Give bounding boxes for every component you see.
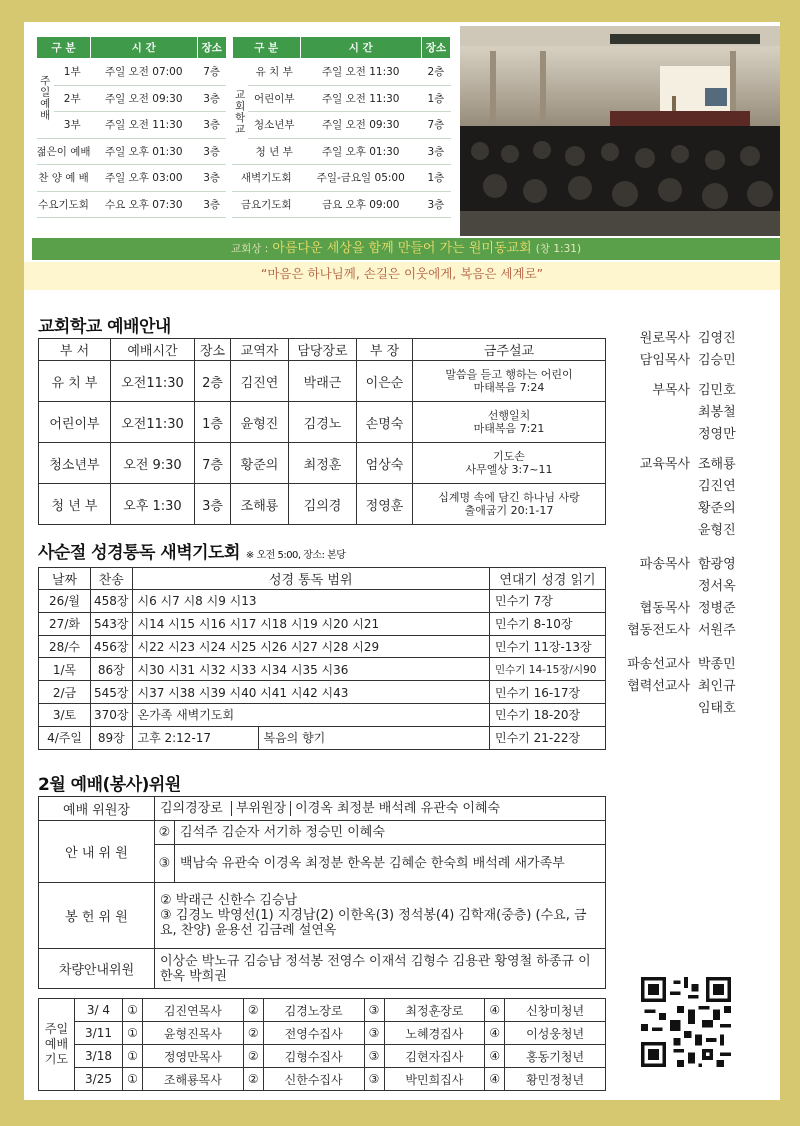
num: ① — [123, 1045, 143, 1068]
offering-names — [155, 883, 606, 949]
service-label: 금요기도회 — [232, 191, 300, 218]
staff-row — [614, 676, 780, 720]
service-time: 수요 오후 07:30 — [91, 191, 197, 218]
prayer-name: 전영수집사 — [263, 1022, 364, 1045]
table-row — [39, 703, 606, 726]
service-place: 3층 — [197, 191, 226, 218]
col-header: 구 분 — [37, 37, 91, 59]
motto-prefix: 교회상 : — [230, 243, 269, 255]
sermon-passage: 사무엘상 3:7~11 — [465, 463, 553, 476]
parking-names: 이상순 박노규 김승남 정석봉 전영수 이재석 김형수 김용관 황영철 하종규 이한옥 박희권 — [155, 949, 606, 989]
col-header: 장소 — [421, 37, 450, 59]
num: ④ — [485, 999, 505, 1022]
chronological-reading: 민수기 16-17장 — [490, 681, 606, 704]
church-interior-photo — [460, 26, 780, 236]
worship-schedule-table — [36, 36, 451, 218]
staff-name: 김영진 — [698, 331, 736, 346]
staff-name: 박종민 — [698, 657, 736, 672]
table-row — [39, 484, 606, 525]
hymn: 543장 — [91, 612, 133, 635]
service-time: 주일 오후 01:30 — [91, 138, 197, 165]
service-label: 3부 — [54, 112, 91, 139]
prayer-name: 황민정청년 — [505, 1068, 606, 1091]
usher-2-names: 김석주 김순자 서기하 정승민 이혜숙 — [175, 821, 606, 845]
hymn: 458장 — [91, 590, 133, 613]
service-place: 3층 — [421, 191, 450, 218]
col-header: 담당장로 — [289, 339, 357, 361]
num: ② — [243, 1068, 263, 1091]
pastor: 윤형진 — [231, 402, 289, 443]
col-header: 시 간 — [91, 37, 197, 59]
service-time: 주일 오전 09:30 — [91, 85, 197, 112]
hymn: 545장 — [91, 681, 133, 704]
chair-label: 예배 위원장 — [39, 797, 155, 821]
num: ② — [243, 999, 263, 1022]
date: 27/화 — [39, 612, 91, 635]
bulletin-page — [24, 22, 780, 1100]
num: ① — [123, 1022, 143, 1045]
service-time: 주일 오전 07:00 — [91, 59, 197, 86]
parking-label: 차량안내위원 — [39, 949, 155, 989]
table-row — [39, 726, 606, 749]
service-label: 수요기도회 — [37, 191, 91, 218]
elder: 김의경 — [289, 484, 357, 525]
service-place: 3층 — [421, 138, 450, 165]
chair-value: 김의경장로 — [160, 801, 223, 816]
sermon-passage: 마태복음 7:21 — [473, 422, 545, 435]
offering-3: ③ 김경노 박영선(1) 지경남(2) 이한옥(3) 정석봉(4) 김학재(중층) (수요, 금요, 찬양) 윤용선 김금례 설연옥 — [160, 908, 587, 938]
hymn: 456장 — [91, 635, 133, 658]
reading-range: 시14 시15 시16 시17 시18 시19 시20 시21 — [132, 612, 490, 635]
prayer-date: 3/18 — [75, 1045, 123, 1068]
qr-code[interactable] — [638, 974, 734, 1070]
service-label: 청 년 부 — [248, 138, 300, 165]
col-header: 시 간 — [300, 37, 421, 59]
service-time: 주일 오전 09:30 — [300, 112, 421, 139]
service-label: 어린이부 — [248, 85, 300, 112]
dept: 유 치 부 — [39, 361, 111, 402]
chronological-reading: 민수기 8-10장 — [490, 612, 606, 635]
date: 28/수 — [39, 635, 91, 658]
num: ③ — [364, 1045, 384, 1068]
prayer-name: 정영만목사 — [143, 1045, 244, 1068]
staff-list — [614, 328, 780, 720]
serve-section-title: 2월 예배(봉사)위원 — [38, 775, 181, 795]
usher-label: 안 내 위 원 — [39, 821, 155, 883]
staff-name: 정영만 — [698, 427, 736, 442]
hymn: 89장 — [91, 726, 133, 749]
num: ① — [123, 1068, 143, 1091]
num: ③ — [364, 999, 384, 1022]
prayer-label: 주일예배기도 — [39, 999, 75, 1091]
bible-reading-table — [38, 567, 606, 750]
school-worship-table — [38, 338, 606, 525]
head: 손명숙 — [357, 402, 413, 443]
bible-section-title — [38, 538, 345, 563]
sermon-title: 선행일치 — [487, 409, 531, 422]
staff-row — [614, 380, 780, 446]
time: 오전11:30 — [111, 361, 195, 402]
service-label: 새벽기도회 — [232, 165, 300, 192]
col-header: 장소 — [195, 339, 231, 361]
hymn: 370장 — [91, 703, 133, 726]
service-time: 주일-금요일 05:00 — [300, 165, 421, 192]
place: 2층 — [195, 361, 231, 402]
head: 정영훈 — [357, 484, 413, 525]
place: 7층 — [195, 443, 231, 484]
staff-role: 파송목사 — [639, 557, 690, 572]
reading-range: 고후 2:12-17 — [132, 726, 258, 749]
table-row — [39, 443, 606, 484]
col-header: 예배시간 — [111, 339, 195, 361]
service-place: 3층 — [197, 85, 226, 112]
staff-row — [614, 454, 780, 542]
school-section-title: 교회학교 예배안내 — [38, 317, 171, 337]
place: 3층 — [195, 484, 231, 525]
staff-row — [614, 620, 780, 642]
dept: 청 년 부 — [39, 484, 111, 525]
service-label: 유 치 부 — [248, 59, 300, 86]
service-time: 금요 오후 09:00 — [300, 191, 421, 218]
num: ④ — [485, 1045, 505, 1068]
pastor: 김진연 — [231, 361, 289, 402]
elder: 최정훈 — [289, 443, 357, 484]
chronological-reading: 민수기 18-20장 — [490, 703, 606, 726]
date: 1/목 — [39, 658, 91, 681]
head: 엄상숙 — [357, 443, 413, 484]
service-place: 7층 — [197, 59, 226, 86]
staff-row — [614, 598, 780, 620]
col-header: 찬송 — [91, 568, 133, 590]
service-time: 주일 오전 11:30 — [300, 59, 421, 86]
staff-name: 최인규 — [698, 679, 736, 694]
service-label: 젊은이 예배 — [37, 138, 91, 165]
prayer-name: 노혜경집사 — [384, 1022, 485, 1045]
time: 오전11:30 — [111, 402, 195, 443]
service-label: 2부 — [54, 85, 91, 112]
spacer — [226, 112, 232, 139]
staff-name: 함광영 — [698, 557, 736, 572]
service-label: 찬 양 예 배 — [37, 165, 91, 192]
num: ② — [243, 1022, 263, 1045]
date: 26/월 — [39, 590, 91, 613]
staff-name: 김진연 — [698, 479, 736, 494]
offering-label: 봉 헌 위 원 — [39, 883, 155, 949]
num: ④ — [485, 1022, 505, 1045]
service-place: 3층 — [197, 112, 226, 139]
pastor: 황준의 — [231, 443, 289, 484]
staff-row — [614, 654, 780, 676]
staff-role: 파송선교사 — [627, 657, 690, 672]
table-row — [39, 402, 606, 443]
usher-3-num: ③ — [155, 845, 175, 883]
num: ② — [243, 1045, 263, 1068]
col-header: 장소 — [197, 37, 226, 59]
vice-names: 이경옥 최정분 배석례 유관숙 이혜숙 — [295, 801, 501, 816]
usher-3-names: 백남숙 유관숙 이경옥 최정분 한옥분 김혜순 한숙희 배석례 새가족부 — [175, 845, 606, 883]
prayer-name: 신창미청년 — [505, 999, 606, 1022]
usher-2-num: ② — [155, 821, 175, 845]
col-header: 연대기 성경 읽기 — [490, 568, 606, 590]
col-header: 교역자 — [231, 339, 289, 361]
service-committee-table — [38, 796, 606, 989]
motto-text: 아름다운 세상을 함께 만들어 가는 원미동교회 — [272, 241, 532, 256]
num: ③ — [364, 1022, 384, 1045]
chronological-reading: 민수기 21-22장 — [490, 726, 606, 749]
num: ③ — [364, 1068, 384, 1091]
prayer-name: 홍동기청년 — [505, 1045, 606, 1068]
prayer-name: 김형수집사 — [263, 1045, 364, 1068]
sermon — [413, 443, 606, 484]
pastor: 조해룡 — [231, 484, 289, 525]
prayer-schedule-table — [38, 998, 606, 1091]
service-place: 3층 — [197, 165, 226, 192]
bible-title: 사순절 성경통독 새벽기도회 — [38, 543, 240, 563]
sermon-title: 말씀을 듣고 행하는 어린이 — [445, 368, 573, 381]
sermon — [413, 402, 606, 443]
table-row — [39, 590, 606, 613]
table-row — [39, 658, 606, 681]
prayer-date: 3/25 — [75, 1068, 123, 1091]
service-time: 주일 오전 11:30 — [300, 85, 421, 112]
chronological-reading: 민수기 11장-13장 — [490, 635, 606, 658]
staff-name: 임태호 — [698, 701, 736, 716]
staff-role: 협력선교사 — [627, 679, 690, 694]
vice-label: 부위원장 — [231, 801, 291, 816]
service-label: 1부 — [54, 59, 91, 86]
spacer — [226, 85, 232, 112]
col-header: 부 장 — [357, 339, 413, 361]
col-header: 성경 통독 범위 — [132, 568, 490, 590]
prayer-name: 박민희집사 — [384, 1068, 485, 1091]
staff-name: 조해룡 — [698, 457, 736, 472]
prayer-name: 김현자집사 — [384, 1045, 485, 1068]
staff-row — [614, 328, 780, 350]
church-motto-banner — [32, 238, 780, 260]
staff-role: 협동목사 — [639, 601, 690, 616]
offering-2: ② 박래근 신한수 김승남 — [160, 893, 298, 908]
service-place: 3층 — [197, 138, 226, 165]
sunday-group-label: 주일예배 — [37, 59, 54, 139]
staff-row — [614, 350, 780, 372]
table-row — [39, 681, 606, 704]
service-time: 주일 오후 01:30 — [300, 138, 421, 165]
reading-range: 시37 시38 시39 시40 시41 시42 시43 — [132, 681, 490, 704]
church-verse: “마음은 하나님께, 손길은 이웃에게, 복음은 세계로” — [260, 266, 544, 281]
reading-range: 시6 시7 시8 시9 시13 — [132, 590, 490, 613]
sermon — [413, 361, 606, 402]
service-place: 7층 — [421, 112, 450, 139]
date: 4/주일 — [39, 726, 91, 749]
service-place: 2층 — [421, 59, 450, 86]
reading-range: 시22 시23 시24 시25 시26 시27 시28 시29 — [132, 635, 490, 658]
dept: 청소년부 — [39, 443, 111, 484]
staff-row — [614, 554, 780, 598]
service-time: 주일 오전 11:30 — [91, 112, 197, 139]
staff-role: 협동전도사 — [627, 623, 690, 638]
staff-role: 교육목사 — [639, 457, 690, 472]
staff-name: 서원주 — [698, 623, 736, 638]
hymn: 86장 — [91, 658, 133, 681]
table-row — [39, 612, 606, 635]
reading-range: 온가족 새벽기도회 — [132, 703, 490, 726]
time: 오전 9:30 — [111, 443, 195, 484]
staff-name: 김승민 — [698, 353, 736, 368]
staff-name: 황준의 — [698, 501, 736, 516]
date: 2/금 — [39, 681, 91, 704]
sermon — [413, 484, 606, 525]
col-header: 구 분 — [232, 37, 300, 59]
chronological-reading: 민수기 7장 — [490, 590, 606, 613]
prayer-name: 김경노장로 — [263, 999, 364, 1022]
sermon-passage: 마태복음 7:24 — [473, 381, 545, 394]
spacer — [226, 138, 232, 165]
prayer-name: 신한수집사 — [263, 1068, 364, 1091]
service-place: 1층 — [421, 85, 450, 112]
staff-role: 담임목사 — [639, 353, 690, 368]
num: ① — [123, 999, 143, 1022]
staff-name: 윤형진 — [698, 523, 736, 538]
chair-name — [155, 797, 606, 821]
dept: 어린이부 — [39, 402, 111, 443]
reading-range: 시30 시31 시32 시33 시34 시35 시36 — [132, 658, 490, 681]
service-time: 주일 오후 03:00 — [91, 165, 197, 192]
table-row — [39, 361, 606, 402]
num: ④ — [485, 1068, 505, 1091]
prayer-date: 3/ 4 — [75, 999, 123, 1022]
staff-role: 원로목사 — [639, 331, 690, 346]
prayer-name: 김진연목사 — [143, 999, 244, 1022]
staff-name: 최봉철 — [698, 405, 736, 420]
staff-name: 정서옥 — [698, 579, 736, 594]
table-row — [39, 635, 606, 658]
sermon-passage: 출애굽기 20:1-17 — [464, 504, 554, 517]
col-header: 날짜 — [39, 568, 91, 590]
place: 1층 — [195, 402, 231, 443]
prayer-name: 최정훈장로 — [384, 999, 485, 1022]
head: 이은순 — [357, 361, 413, 402]
service-place: 1층 — [421, 165, 450, 192]
col-header: 부 서 — [39, 339, 111, 361]
prayer-name: 조해룡목사 — [143, 1068, 244, 1091]
sermon-title: 십계명 속에 담긴 하나님 사랑 — [438, 491, 580, 504]
prayer-name: 윤형진목사 — [143, 1022, 244, 1045]
prayer-name: 이성웅청년 — [505, 1022, 606, 1045]
time: 오후 1:30 — [111, 484, 195, 525]
service-label: 청소년부 — [248, 112, 300, 139]
bible-note: ※ 오전 5:00, 장소: 본당 — [245, 550, 346, 561]
staff-role: 부목사 — [652, 383, 690, 398]
staff-name: 정병준 — [698, 601, 736, 616]
chronological-reading: 민수기 14-15장/시90 — [490, 658, 606, 681]
col-header: 금주설교 — [413, 339, 606, 361]
prayer-date: 3/11 — [75, 1022, 123, 1045]
staff-name: 김민호 — [698, 383, 736, 398]
elder: 김경노 — [289, 402, 357, 443]
motto-reference: (창 1:31) — [535, 243, 582, 255]
elder: 박래근 — [289, 361, 357, 402]
reading-theme: 복음의 향기 — [258, 726, 490, 749]
sermon-title: 기도손 — [493, 450, 525, 463]
school-group-label: 교회학교 — [232, 59, 248, 165]
date: 3/토 — [39, 703, 91, 726]
